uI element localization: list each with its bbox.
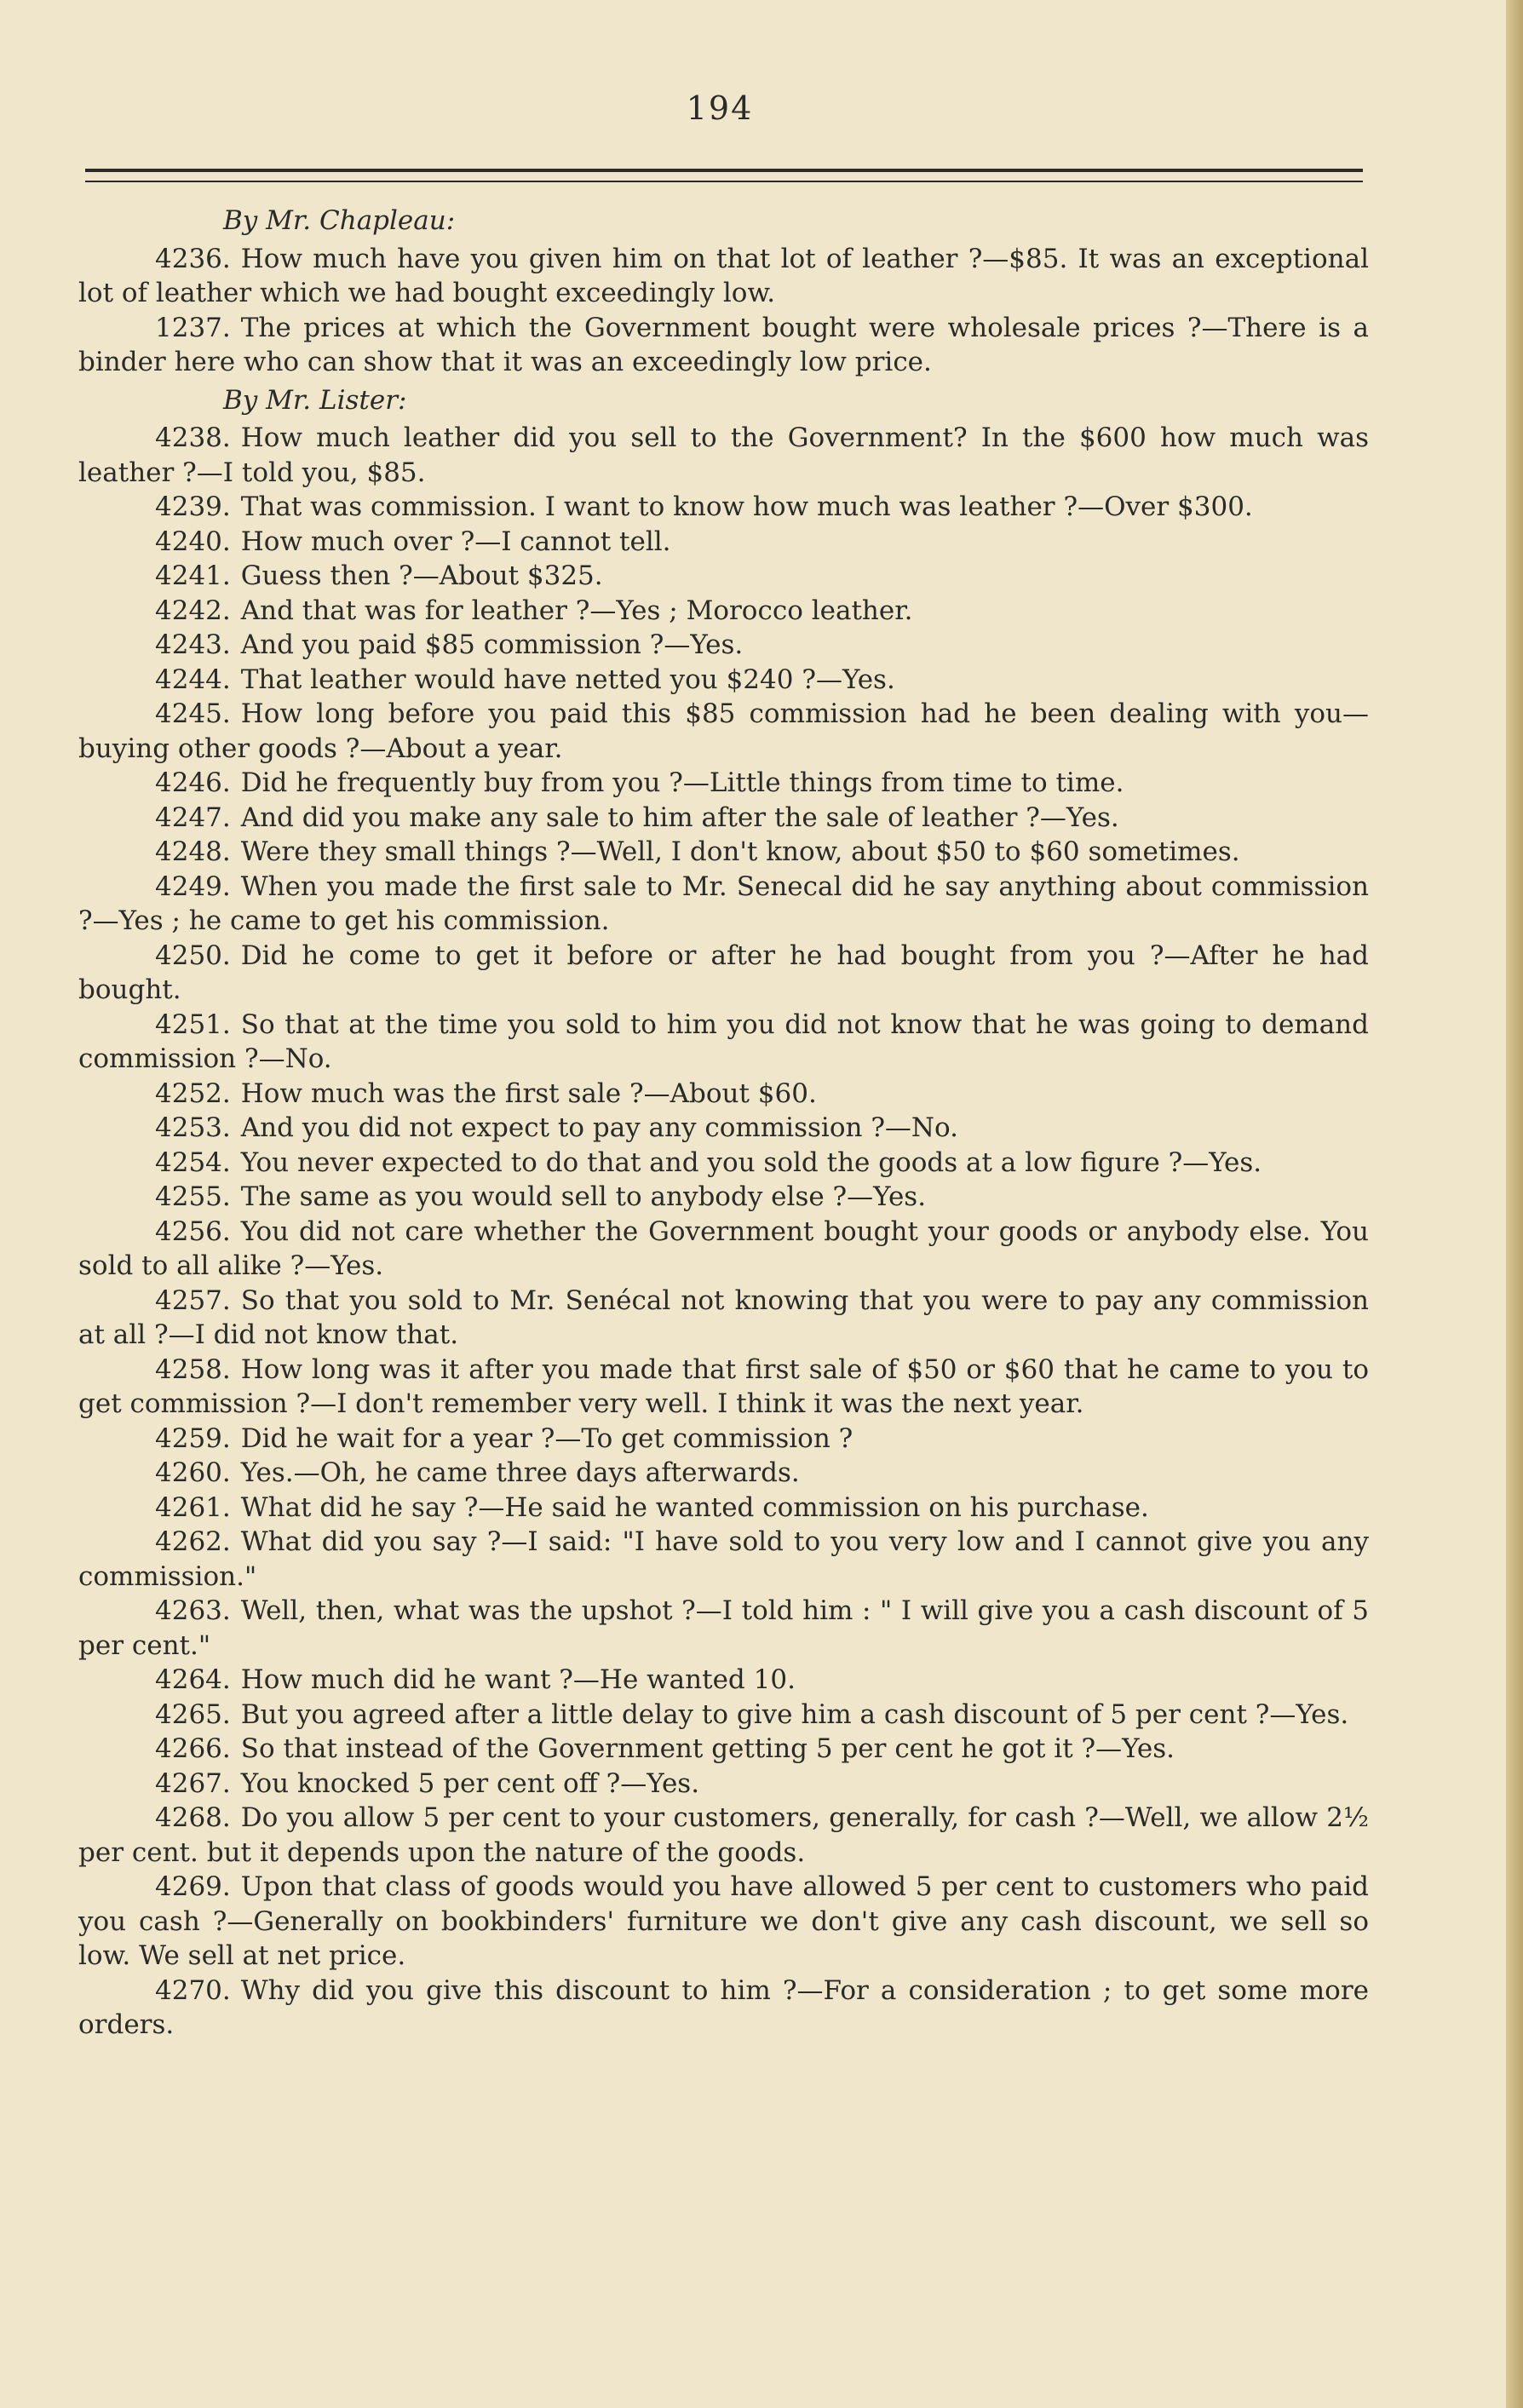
section-chapleau [78,204,1369,380]
question-number: 4262. [155,1526,231,1557]
question-text: Were they small things ?—Well, I don't know, about $50 to $60 sometimes. [240,836,1240,867]
question-number: 1237. [155,312,231,343]
question-entry [78,1767,1369,1802]
question-entry [78,1594,1369,1663]
question-entry [78,939,1369,1008]
question-text: The same as you would sell to anybody else ?—Yes. [240,1181,927,1212]
question-text: How much over ?—I cannot tell. [240,526,671,557]
question-entry [78,594,1369,629]
text-body [78,200,1369,2043]
question-entry [78,1111,1369,1146]
question-number: 4242. [155,595,231,626]
question-number: 4241. [155,560,231,591]
question-number: 4268. [155,1802,231,1833]
question-text: Why did you give this discount to him ?—For a consideration ; to get some more orders. [78,1974,1369,2040]
question-text: Upon that class of goods would you have allowed 5 per cent to customers who paid you cash ?—Generally on bookbinders' furniture we don't give any cash discount, we sell so low. We sell at net price. [78,1871,1369,1971]
speaker-heading: By Mr. Lister: [223,384,407,416]
question-number: 4236. [155,243,231,274]
question-text: Did he come to get it before or after he had bought from you ?—After he had bought. [78,940,1369,1005]
page-edge [1506,0,1523,2408]
question-text: Do you allow 5 per cent to your customers, generally, for cash ?—Well, we allow 2½ per cent. but it depends upon the nature of the goods. [78,1802,1369,1868]
question-entry [78,1525,1369,1594]
speaker-heading: By Mr. Chapleau: [223,205,456,236]
question-text: And you paid $85 commission ?—Yes. [240,629,744,660]
question-number: 4261. [155,1491,231,1523]
question-text: The prices at which the Government bought were wholesale prices ?—There is a binder here who can show that it was an exceedingly low price. [78,312,1369,377]
question-number: 4256. [155,1215,231,1247]
question-number: 4265. [155,1698,231,1730]
question-number: 4258. [155,1353,231,1385]
question-text: That leather would have netted you $240 ?—Yes. [240,664,895,695]
question-entry [78,835,1369,870]
question-entry [78,870,1369,939]
question-number: 4245. [155,698,231,729]
question-entry [78,1491,1369,1526]
question-number: 4270. [155,1974,231,2006]
question-text: How long before you paid this $85 commission had he been dealing with you—buying other goods ?—About a year. [78,698,1369,764]
question-text: How much was the first sale ?—About $60. [240,1078,817,1109]
question-entry [78,1698,1369,1733]
question-text: And you did not expect to pay any commission ?—No. [240,1112,959,1143]
question-text: Well, then, what was the upshot ?—I told him : " I will give you a cash discount of 5 per cent." [78,1595,1369,1661]
question-number: 4263. [155,1595,231,1626]
question-entry [78,421,1369,490]
question-number: 4246. [155,767,231,798]
question-number: 4249. [155,871,231,902]
question-entry [78,525,1369,560]
question-number: 4252. [155,1078,231,1109]
question-text: So that at the time you sold to him you did not know that he was going to demand commission ?—No. [78,1009,1369,1074]
question-entry [78,1180,1369,1215]
question-entry [78,311,1369,380]
question-number: 4240. [155,526,231,557]
question-text: And did you make any sale to him after the sale of leather ?—Yes. [240,802,1119,833]
question-number: 4247. [155,802,231,833]
question-number: 4244. [155,664,231,695]
question-entry [78,801,1369,836]
question-text: What did you say ?—I said: "I have sold to you very low and I cannot give you any commission." [78,1526,1369,1592]
question-text: What did he say ?—He said he wanted commission on his purchase. [240,1491,1149,1523]
question-entry [78,697,1369,766]
question-entry [78,1870,1369,1974]
question-entry [78,1353,1369,1422]
question-text: You never expected to do that and you sold the goods at a low figure ?—Yes. [240,1147,1262,1178]
section-lister [78,383,1369,2043]
question-entry [78,1732,1369,1767]
question-number: 4269. [155,1871,231,1902]
question-text: When you made the first sale to Mr. Senecal did he say anything about commission ?—Yes ; he came to get his commission. [78,871,1369,936]
question-number: 4260. [155,1457,231,1488]
question-text: You did not care whether the Government bought your goods or anybody else. You sold to all alike ?—Yes. [78,1215,1369,1281]
question-entry [78,1284,1369,1353]
question-number: 4251. [155,1009,231,1040]
question-entry [78,1801,1369,1870]
question-text: How much have you given him on that lot of leather ?—$85. It was an exceptional lot of leather which we had bought exceedingly low. [78,243,1369,308]
question-number: 4254. [155,1147,231,1178]
question-entry [78,1974,1369,2043]
question-entry [78,1008,1369,1077]
question-text: Guess then ?—About $325. [240,560,603,591]
question-text: Did he wait for a year ?—To get commission ? [240,1422,853,1454]
question-text: Yes.—Oh, he came three days afterwards. [240,1457,800,1488]
question-text: That was commission. I want to know how much was leather ?—Over $300. [240,491,1253,522]
question-number: 4250. [155,940,231,971]
question-number: 4266. [155,1733,231,1764]
question-entry [78,242,1369,311]
question-text: But you agreed after a little delay to give him a cash discount of 5 per cent ?—Yes. [240,1698,1349,1730]
question-entry [78,766,1369,801]
question-number: 4253. [155,1112,231,1143]
header-rule-thin [85,181,1363,182]
question-text: How long was it after you made that first sale of $50 or $60 that he came to you to get commission ?—I don't remember very well. I think it was the next year. [78,1353,1369,1419]
question-text: You knocked 5 per cent off ?—Yes. [240,1767,700,1799]
question-entry [78,1422,1369,1457]
question-number: 4257. [155,1284,231,1316]
question-number: 4264. [155,1664,231,1695]
question-entry [78,663,1369,698]
question-number: 4239. [155,491,231,522]
question-text: So that instead of the Government getting 5 per cent he got it ?—Yes. [240,1733,1175,1764]
question-number: 4255. [155,1181,231,1212]
question-entry [78,1663,1369,1698]
question-number: 4267. [155,1767,231,1799]
header-rule [85,169,1363,172]
question-entry [78,1077,1369,1112]
question-text: So that you sold to Mr. Senécal not knowing that you were to pay any commission at all ?—I did not know that. [78,1284,1369,1350]
question-entry [78,1146,1369,1181]
question-entry [78,628,1369,663]
question-text: And that was for leather ?—Yes ; Morocco leather. [240,595,913,626]
question-number: 4248. [155,836,231,867]
question-entry [78,1456,1369,1491]
question-text: How much did he want ?—He wanted 10. [240,1664,796,1695]
question-number: 4259. [155,1422,231,1454]
question-entry [78,1215,1369,1284]
question-text: How much leather did you sell to the Government? In the $600 how much was leather ?—I told you, $85. [78,422,1369,488]
question-text: Did he frequently buy from you ?—Little things from time to time. [240,767,1124,798]
question-number: 4243. [155,629,231,660]
question-entry [78,490,1369,525]
page-number: 194 [686,89,754,127]
question-number: 4238. [155,422,231,453]
question-entry [78,559,1369,594]
